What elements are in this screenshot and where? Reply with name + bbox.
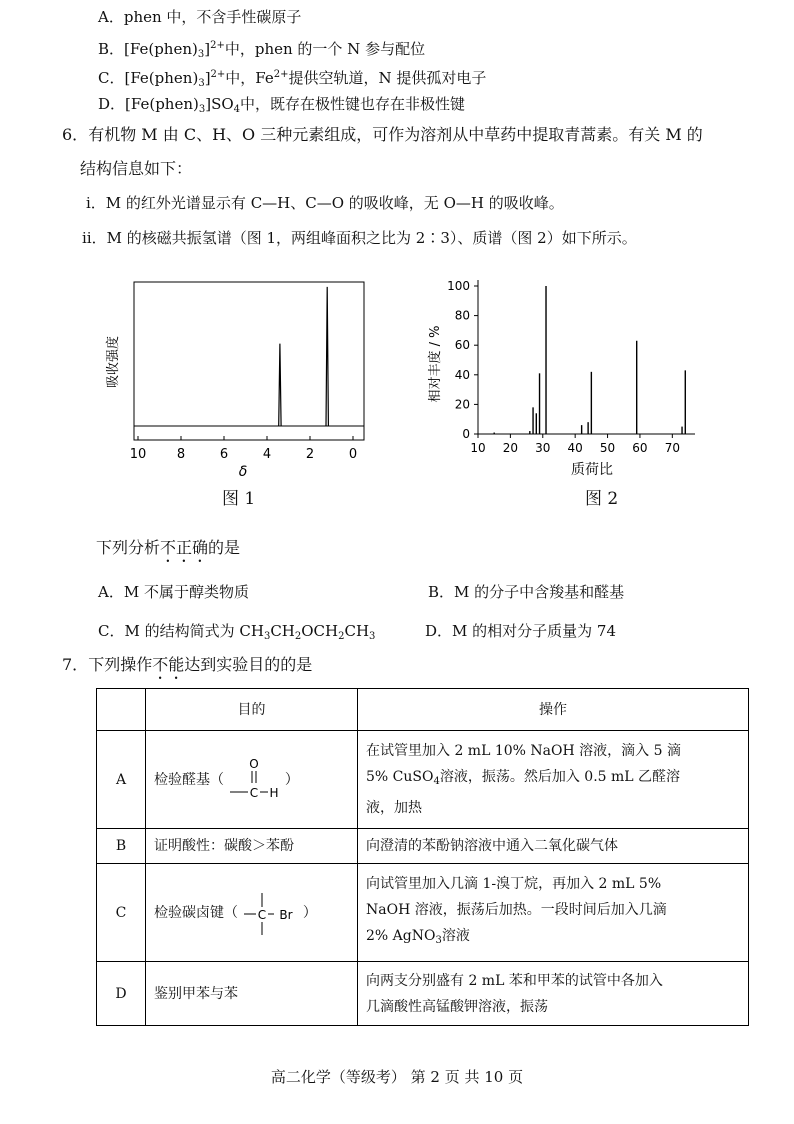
nmr-peak-2 [326, 287, 328, 426]
row-label: B [97, 829, 146, 864]
row-operation: 向澄清的苯酚钠溶液中通入二氧化碳气体 [358, 829, 749, 864]
table-header-operation: 操作 [358, 689, 749, 731]
svg-text:H: H [269, 785, 279, 800]
q7-stem: 7．下列操作不能达到实验目的的是 [62, 655, 313, 674]
table-header-empty [97, 689, 146, 731]
ms-x-tick-label: 40 [567, 441, 583, 455]
q6-option-d: D．M 的相对分子质量为 74 [425, 622, 617, 640]
ms-y-tick-label: 40 [454, 367, 470, 382]
q6-option-a: A．M 不属于醇类物质 [98, 583, 249, 601]
q5-option-d: D．$[Fe(phen)_3]SO_4$中，既存在极性键也存在非极性键 [98, 95, 466, 115]
row-purpose: 检验碳卤键（ C Br ） [146, 864, 358, 962]
ms-y-tick-label: 20 [454, 397, 470, 412]
figure-2-caption: 图 2 [585, 489, 619, 509]
q6-stem-line2: 结构信息如下： [80, 159, 193, 178]
row-label: C [97, 864, 146, 962]
nmr-plot-frame [134, 282, 364, 440]
nmr-x-tick-label: 8 [176, 447, 186, 462]
nmr-x-tick-label: 0 [348, 447, 358, 462]
q5-option-c: C．$[Fe(phen)_3]^{2+}$中，$Fe^{2+}$提供空轨道，N 提供孤对电子 [98, 69, 487, 89]
nmr-x-tick-label: 10 [129, 447, 147, 462]
nmr-spectrum-chart [105, 270, 380, 485]
ms-y-tick-label: 0 [462, 427, 470, 441]
row-purpose: 鉴别甲苯与苯 [146, 962, 358, 1026]
table-header-purpose: 目的 [146, 689, 358, 731]
ms-x-axis-label: 质荷比 [571, 462, 613, 478]
ms-x-tick-label: 60 [632, 441, 648, 455]
nmr-y-axis-label: 吸收强度 [106, 335, 121, 389]
row-label: A [97, 731, 146, 829]
nmr-peak-1 [279, 344, 281, 426]
q5-option-a: A．phen 中，不含手性碳原子 [98, 8, 302, 26]
ms-y-axis-label: 相对丰度 / % [428, 325, 443, 403]
ms-y-tick-label: 100 [447, 279, 470, 293]
mass-spectrum-chart [425, 272, 710, 482]
row-label: D [97, 962, 146, 1026]
figure-1-caption: 图 1 [222, 489, 256, 509]
q7-table [96, 688, 749, 1026]
ms-x-tick-label: 20 [502, 441, 519, 455]
svg-text:Br: Br [279, 907, 294, 922]
q6-info-i: ⅰ．M 的红外光谱显示有 C—H、C—O 的吸收峰，无 O—H 的吸收峰。 [86, 194, 564, 212]
q5-option-b: B．$[Fe(phen)_3]^{2+}$中，phen 的一个 N 参与配位 [98, 40, 426, 60]
table-row [97, 731, 749, 829]
nmr-x-axis-label: δ [238, 464, 248, 480]
row-operation: 在试管里加入 2 mL 10% NaOH 溶液，滴入 5 滴 5% CuSO$_4$溶液，振荡。然后加入 0.5 mL 乙醛溶 液，加热 [358, 731, 749, 829]
ms-y-tick-label: 80 [454, 308, 470, 323]
aldehyde-group-structure [228, 754, 280, 806]
row-purpose: 检验醛基（ O C H ） [146, 731, 358, 829]
q6-option-b: B．M 的分子中含羧基和醛基 [428, 583, 625, 601]
table-row [97, 864, 749, 962]
q6-prompt: 下列分析不正确的是 [96, 538, 241, 557]
q6-stem-line1: 6．有机物 M 由 C、H、O 三种元素组成，可作为溶剂从中草药中提取青蒿素。有关 M 的 [62, 125, 703, 144]
svg-text:O: O [249, 756, 260, 771]
ms-x-tick-label: 30 [535, 441, 551, 455]
svg-text:C: C [250, 785, 259, 800]
row-purpose: 证明酸性：碳酸＞苯酚 [146, 829, 358, 864]
carbon-halogen-structure [242, 887, 298, 939]
ms-x-tick-label: 70 [664, 441, 680, 455]
ms-x-tick-label: 10 [470, 441, 486, 455]
ms-x-tick-label: 50 [599, 441, 616, 455]
row-operation: 向两支分别盛有 2 mL 苯和甲苯的试管中各加入 几滴酸性高锰酸钾溶液，振荡 [358, 962, 749, 1026]
nmr-x-tick-label: 4 [262, 447, 272, 462]
row-operation: 向试管里加入几滴 1-溴丁烷，再加入 2 mL 5% NaOH 溶液，振荡后加热。一段时间后加入几滴 2% AgNO$_3$溶液 [358, 864, 749, 962]
page-footer: 高二化学（等级考） 第 2 页 共 10 页 [270, 1068, 524, 1086]
table-row [97, 962, 749, 1026]
svg-text:C: C [258, 907, 267, 922]
table-header-row [97, 689, 749, 731]
nmr-x-tick-label: 2 [305, 447, 315, 462]
nmr-x-tick-label: 6 [219, 447, 229, 462]
ms-y-tick-label: 60 [454, 338, 470, 353]
table-row [97, 829, 749, 864]
q6-option-c: C．M 的结构简式为 $CH_3CH_2OCH_2CH_3$ [98, 622, 376, 642]
q6-info-ii: ⅱ．M 的核磁共振氢谱（图 1，两组峰面积之比为 2∶3）、质谱（图 2）如下所示。 [82, 229, 637, 247]
